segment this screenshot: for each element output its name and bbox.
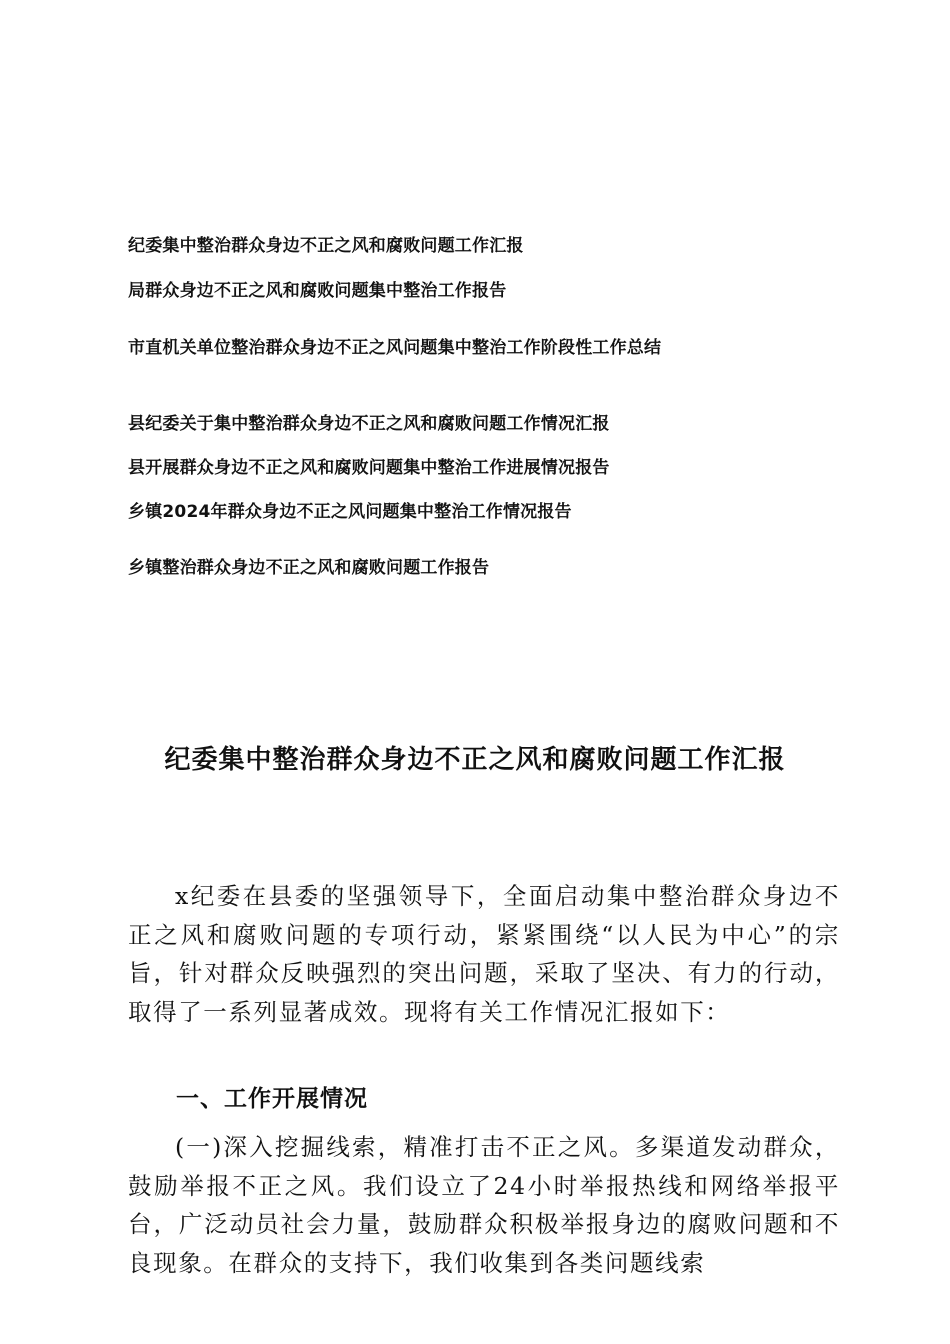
- toc-item: 纪委集中整治群众身边不正之风和腐败问题工作汇报: [128, 236, 524, 256]
- toc-item: 乡镇2024年群众身边不正之风问题集中整治工作情况报告: [128, 502, 572, 522]
- toc-item: 乡镇整治群众身边不正之风和腐败问题工作报告: [128, 558, 490, 578]
- toc-item: 市直机关单位整治群众身边不正之风问题集中整治工作阶段性工作总结: [128, 338, 662, 358]
- toc-item: 局群众身边不正之风和腐败问题集中整治工作报告: [128, 281, 507, 301]
- document-title: 纪委集中整治群众身边不正之风和腐败问题工作汇报: [164, 745, 786, 775]
- section-heading: 一、工作开展情况: [176, 1086, 368, 1112]
- body-paragraph: (一)深入挖掘线索，精准打击不正之风。多渠道发动群众， 鼓励举报不正之风。我们设立了24小时举报热线和网络举报平 台，广泛动员社会力量，鼓励群众积极举报身边的腐败问题和不 良现象。在群众的支持下，我们收集到各类问题线索: [128, 1133, 840, 1277]
- toc-item: 县开展群众身边不正之风和腐败问题集中整治工作进展情况报告: [128, 458, 610, 478]
- intro-paragraph: x纪委在县委的坚强领导下，全面启动集中整治群众身边不 正之风和腐败问题的专项行动，紧紧围绕“以人民为中心”的宗 旨，针对群众反映强烈的突出问题，采取了坚决、有力的行动， 取得了一系列显著成效。现将有关工作情况汇报如下：: [128, 882, 840, 1026]
- toc-item: 县纪委关于集中整治群众身边不正之风和腐败问题工作情况汇报: [128, 414, 610, 434]
